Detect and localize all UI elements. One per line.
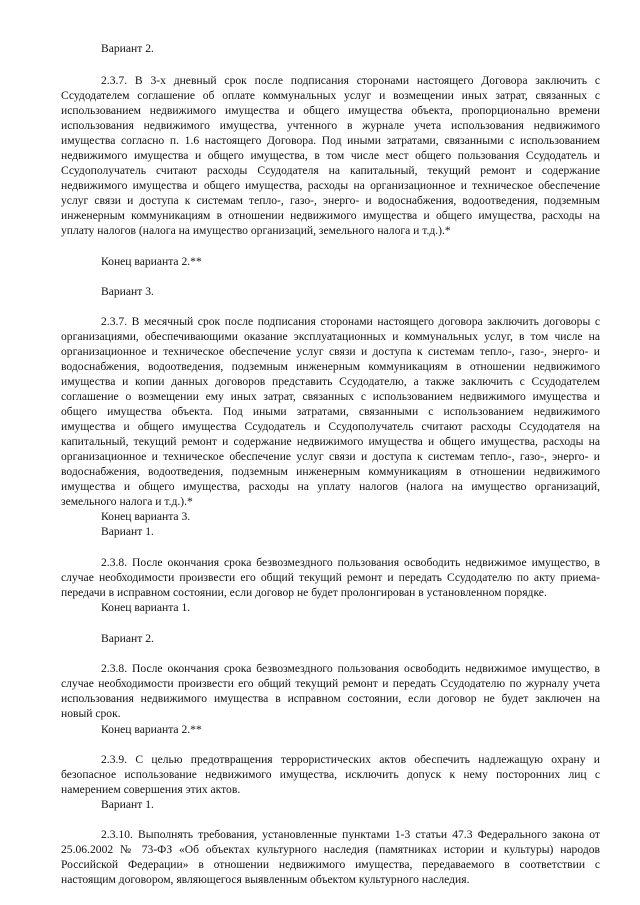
text-line: Конец варианта 2.** [101,723,202,736]
text-line: случае необходимости произвести его общий текущий ремонт и передать Ссудодателю по акту приема- [61,571,600,584]
text-line: инженерным коммуникациям в отношении недвижимого имущества и общего имущества, расходы на [61,209,600,222]
text-line: Вариант 3. [101,285,154,298]
text-line: услуг связи и доступа к системам тепло-, газо-, энерго- и водоснабжения, водоотведения, подземным [61,194,600,207]
text-line: общего имущества объекта. Под иными затратами, связанными с использованием недвижимого [61,405,600,418]
text-line: имущества согласно п. 1.6 настоящего Договора. Под иными затратами, связанными с использованием [61,134,600,147]
text-line: 2.3.7. В 3-х дневный срок после подписания сторонами настоящего Договора заключить с [101,74,600,87]
text-line: водоснабжения, водоотведения, подземным инженерным коммуникациям в отношении недвижимого [61,360,600,373]
text-line: Вариант 1. [101,525,154,538]
text-line: Конец варианта 1. [101,601,191,614]
text-line: новый срок. [61,707,121,720]
text-line: имущества и общего имущества Ссудодатель и Ссудополучатель считают расходы Ссудодателя на [61,420,600,433]
text-line: Конец варианта 3. [101,510,191,523]
text-line: Ссудополучатель считают расходы Ссудодателя на капитальный, текущий ремонт и содержание [61,164,600,177]
text-line: Вариант 1. [101,798,154,811]
text-line: 2.3.8. После окончания срока безвозмездного пользования освободить недвижимое имущество, в [101,556,600,569]
text-line: организациями, обеспечивающими оказание эксплуатационных и коммунальных услуг, в том числе на [61,330,600,343]
text-line: 2.3.7. В месячный срок после подписания сторонами настоящего договора заключить договоры с [101,315,600,328]
text-line: организационное и техническое обеспечение услуг связи и доступа к системам тепло-, газо-, энерго- и [61,450,600,463]
text-line: 2.3.8. После окончания срока безвозмездного пользования освободить недвижимое имущество, в [101,662,600,675]
text-line: соглашение о возмещении ему иных затрат, связанных с использованием недвижимого имущества и [61,390,600,403]
text-line: Российской Федерации» в отношении недвижимого имущества, передаваемого в соответствии с [61,858,600,871]
text-line: использования недвижимого имущества, учтенного в журнале учета использования недвижимого [61,119,600,132]
text-line: имущества и общего имущества, расходы на уплату налогов (налога на имущество организаций, [61,480,600,493]
text-line: уплату налогов (налога на имущество организаций, земельного налога и т.д.).* [61,224,451,237]
text-line: капитальный, текущий ремонт и содержание недвижимого имущества и общего имущества, расходы на [61,435,600,448]
text-line: настоящим договором, являющегося выявленным объектом культурного наследия. [61,873,470,886]
text-line: Вариант 2. [101,632,154,645]
text-line: водоснабжения, водоотведения, подземным инженерным коммуникациям в отношении недвижимого [61,465,600,478]
text-line: организационное и техническое обеспечение услуг связи и доступа к системам тепло-, газо-, энерго- и [61,345,600,358]
text-line: передачи в исправном состоянии, если договор не будет пролонгирован в установленном порядке. [61,586,547,599]
text-line: Вариант 2. [101,42,154,55]
text-line: использованием недвижимого имущества и общего имущества объекта, пропорционально времени [61,104,600,117]
text-line: намерением совершения этих актов. [61,783,241,796]
text-line: безопасное использование недвижимого имущества, исключить допуск к нему посторонних лиц с [61,768,600,781]
text-line: недвижимого имущества и общего имущества, в том числе мест общего пользования Ссудодатель и [61,149,600,162]
text-line: 25.06.2002 № 73-ФЗ «Об объектах культурного наследия (памятниках истории и культуры) народов [61,843,600,856]
text-line: 2.3.9. С целью предотвращения террористических актов обеспечить надлежащую охрану и [101,753,600,766]
text-line: земельного налога и т.д.).* [61,495,193,508]
text-line: Ссудодателем соглашение об оплате коммунальных услуг и возмещении иных затрат, связанных с [61,89,600,102]
text-line: имущества и копии данных договоров представить Ссудодателю, а также заключить с Ссудодателем [61,375,600,388]
text-line: недвижимого имущества и общего имущества, расходы на организационное и техническое обеспечение [61,179,600,192]
text-line: Конец варианта 2.** [101,255,202,268]
text-line: 2.3.10. Выполнять требования, установленные пунктами 1-3 статьи 47.3 Федерального закона от [101,828,600,841]
text-line: случае необходимости произвести его общий текущий ремонт и передать Ссудодателю по журналу учета [61,677,600,690]
text-line: использования недвижимого имущества в исправном состоянии, если договор не будет заключен на [61,692,600,705]
